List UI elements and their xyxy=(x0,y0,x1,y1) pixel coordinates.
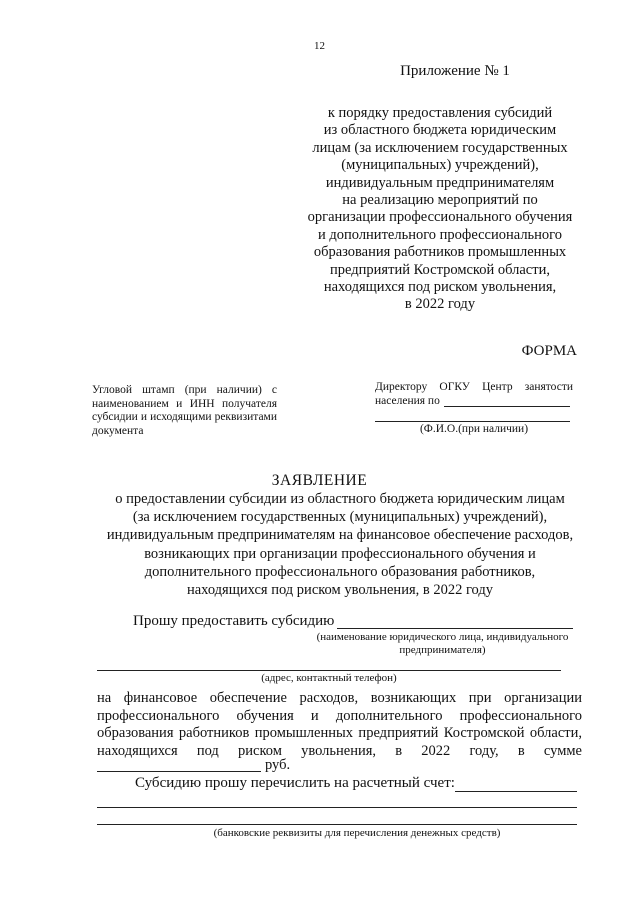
addressee-fill-line-1[interactable] xyxy=(444,406,570,407)
appendix-line: к порядку предоставления субсидий xyxy=(327,105,553,121)
addressee-text: Директору ОГКУ Центр занятости населения по xyxy=(375,381,573,407)
applicant-name-field[interactable] xyxy=(337,628,573,629)
currency-label: руб. xyxy=(265,757,291,773)
appendix-line: лицам (за исключением государственных xyxy=(312,139,568,156)
appendix-line: и дополнительного профессионального xyxy=(317,226,563,243)
statement-line: дополнительного профессионального образования работников, xyxy=(144,563,536,580)
statement-line: о предоставлении субсидии из областного бюджета юридическим лицам xyxy=(115,491,565,507)
body-paragraph: на финансовое обеспечение расходов, возникающих при организации профессионального обучения и дополнительного профессионального образования работников промышленных предприятий Костромской области, находящихся под риском увольнения, в 2022 году, в сумме xyxy=(97,690,582,760)
corner-stamp-note: Угловой штамп (при наличии) с наименованием и ИНН получателя субсидии и исходящими реквизитами документа xyxy=(92,384,277,438)
statement-line: индивидуальным предпринимателям на финансовое обеспечение расходов, xyxy=(106,527,574,544)
applicant-name-caption: (наименование юридического лица, индивидуального предпринимателя) xyxy=(316,631,569,656)
appendix-line: находящихся под риском увольнения, xyxy=(323,279,557,296)
bank-details-caption: (банковские реквизиты для перечисления денежных средств) xyxy=(213,827,501,839)
statement-line: возникающих при организации профессионального обучения и xyxy=(144,545,536,562)
form-label: ФОРМА xyxy=(521,343,577,359)
amount-field[interactable] xyxy=(97,771,261,772)
appendix-line: в 2022 году xyxy=(404,296,476,313)
address-phone-caption: (адрес, контактный телефон) xyxy=(261,672,397,684)
account-field-2[interactable] xyxy=(97,807,577,808)
appendix-line: индивидуальным предпринимателям xyxy=(325,174,555,191)
transfer-text: Субсидию прошу перечислить на расчетный счет: xyxy=(135,775,455,791)
statement-line: (за исключением государственных (муниципальных) учреждений), xyxy=(132,509,548,526)
statement-subtitle xyxy=(90,490,590,599)
addressee-fill-line-2[interactable] xyxy=(375,421,570,422)
appendix-line: (муниципальных) учреждений), xyxy=(341,157,539,174)
appendix-subtitle xyxy=(290,105,590,314)
address-phone-field[interactable] xyxy=(97,670,561,671)
statement-title: ЗАЯВЛЕНИЕ xyxy=(271,472,368,489)
appendix-line: из областного бюджета юридическим xyxy=(323,122,557,139)
appendix-line: предприятий Костромской области, xyxy=(330,261,550,278)
account-field-1[interactable] xyxy=(455,791,577,792)
appendix-line: на реализацию мероприятий по xyxy=(342,192,538,209)
page-number: 12 xyxy=(314,40,325,52)
appendix-line: образования работников промышленных xyxy=(313,244,567,261)
account-field-3[interactable] xyxy=(97,824,577,825)
appendix-title: Приложение № 1 xyxy=(400,63,510,79)
appendix-line: организации профессионального обучения xyxy=(307,209,573,226)
statement-line: находящихся под риском увольнения, в 2022 году xyxy=(186,582,494,599)
addressee-block xyxy=(375,381,573,408)
fio-caption: (Ф.И.О.(при наличии) xyxy=(419,423,529,435)
request-text: Прошу предоставить субсидию xyxy=(133,613,335,629)
